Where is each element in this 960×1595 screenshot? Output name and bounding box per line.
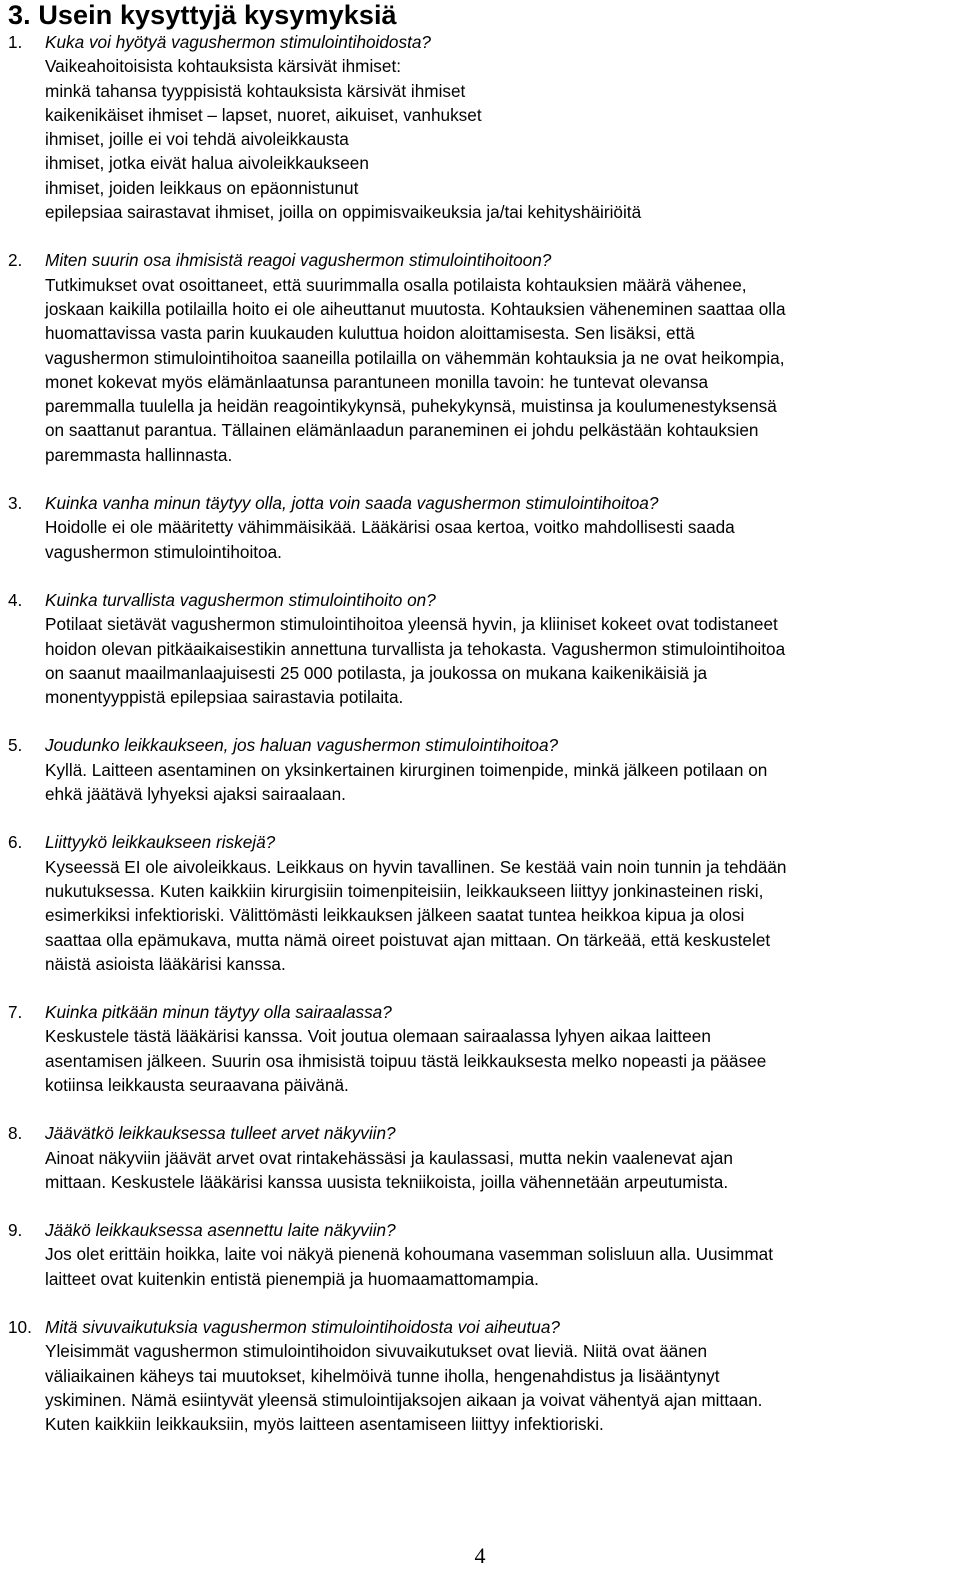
question-text: Kuinka vanha minun täytyy olla, jotta voin saada vagushermon stimulointihoitoa? [45, 493, 659, 514]
faq-item [8, 491, 958, 564]
question-number: 9. [8, 1220, 23, 1241]
faq-item [8, 1315, 958, 1436]
item-spacer [8, 224, 958, 248]
answer-line: kotiinsa leikkausta seuraavana päivänä. [45, 1074, 349, 1095]
answer-line: Ainoat näkyviin jäävät arvet ovat rintakehässäsi ja kaulassasi, mutta nekin vaalenevat ajan [45, 1147, 733, 1168]
faq-item [8, 1218, 958, 1291]
question-number: 10. [8, 1317, 32, 1338]
question-text: Kuinka pitkään minun täytyy olla sairaalassa? [45, 1002, 392, 1023]
faq-question [8, 30, 958, 54]
answer-line: Vaikeahoitoisista kohtauksista kärsivät ihmiset: [45, 56, 402, 77]
faq-item [8, 1121, 958, 1194]
answer-line: Tutkimukset ovat osoittaneet, että suurimmalla osalla potilaista kohtauksien määrä vähenee, [45, 274, 747, 295]
question-text: Mitä sivuvaikutuksia vagushermon stimulointihoidosta voi aiheutua? [45, 1317, 560, 1338]
item-spacer [8, 806, 958, 830]
answer-line: on saattanut parantua. Tällainen elämänlaadun paraneminen ei johdu pelkästään kohtauksien [45, 420, 759, 441]
question-number: 6. [8, 832, 23, 853]
question-number: 1. [8, 32, 23, 52]
question-text: Joudunko leikkaukseen, jos haluan vagushermon stimulointihoitoa? [45, 735, 559, 756]
question-text: Miten suurin osa ihmisistä reagoi vagushermon stimulointihoitoon? [45, 250, 552, 271]
answer-line: Kyllä. Laitteen asentaminen on yksinkertainen kirurginen toimenpide, minkä jälkeen potilaan on [45, 759, 768, 780]
faq-item [8, 248, 958, 467]
answer-line: väliaikainen käheys tai muutokset, kihelmöivä tunne iholla, hengenahdistus ja lisääntynyt [45, 1365, 720, 1386]
answer-line: ihmiset, joiden leikkaus on epäonnistunut [45, 177, 359, 198]
faq-question [8, 491, 958, 515]
page-title: 3. Usein kysyttyjä kysymyksiä [8, 0, 397, 30]
faq-item [8, 30, 958, 224]
answer-line: vagushermon stimulointihoitoa. [45, 541, 282, 562]
answer-line: laitteet ovat kuitenkin entistä pienempiä ja huomaamattomampia. [45, 1268, 539, 1289]
question-text: Kuinka turvallista vagushermon stimulointihoito on? [45, 589, 436, 610]
item-spacer [8, 976, 958, 1000]
faq-answer [8, 1146, 958, 1195]
faq-answer [8, 855, 958, 976]
question-text: Jääkö leikkauksessa asennettu laite näkyviin? [45, 1220, 396, 1241]
faq-item [8, 830, 958, 976]
answer-line: nukutuksessa. Kuten kaikkiin kirurgisiin toimenpiteisiin, leikkaukseen liittyy jonkinasteinen riski, [45, 880, 764, 901]
faq-answer [8, 515, 958, 564]
faq-question [8, 248, 958, 272]
faq-question [8, 733, 958, 757]
faq-question [8, 1121, 958, 1145]
item-spacer [8, 1097, 958, 1121]
item-spacer [8, 564, 958, 588]
answer-line: asentamisen jälkeen. Suurin osa ihmisistä toipuu tästä leikkauksesta melko nopeasti ja pääsee [45, 1050, 767, 1071]
question-text: Jäävätkö leikkauksessa tulleet arvet näkyviin? [45, 1123, 396, 1144]
item-spacer [8, 467, 958, 491]
faq-answer [8, 273, 958, 467]
faq-answer [8, 1242, 958, 1291]
answer-line: paremmasta hallinnasta. [45, 444, 233, 465]
item-spacer [8, 1291, 958, 1315]
faq-question [8, 588, 958, 612]
question-number: 8. [8, 1123, 23, 1144]
faq-item [8, 588, 958, 709]
faq-answer [8, 1024, 958, 1097]
answer-line: epilepsiaa sairastavat ihmiset, joilla on oppimisvaikeuksia ja/tai kehityshäiriöitä [45, 202, 642, 223]
faq-question [8, 1000, 958, 1024]
answer-line: Kuten kaikkiin leikkauksiin, myös laitteen asentamiseen liittyy infektioriski. [45, 1414, 604, 1435]
faq-answer [8, 1339, 958, 1436]
answer-line: joskaan kaikilla potilailla hoito ei ole aiheuttanut muutosta. Kohtauksien väheneminen saattaa olla [45, 298, 786, 319]
question-text: Liittyykö leikkaukseen riskejä? [45, 832, 276, 853]
faq-question [8, 1218, 958, 1242]
answer-line: yskiminen. Nämä esiintyvät yleensä stimulointijaksojen aikaan ja voivat vähentyä ajan mittaan. [45, 1389, 763, 1410]
faq-answer [8, 54, 958, 224]
answer-line: kaikenikäiset ihmiset – lapset, nuoret, aikuiset, vanhukset [45, 104, 482, 125]
answer-line: Kyseessä EI ole aivoleikkaus. Leikkaus on hyvin tavallinen. Se kestää vain noin tunnin ja tehdään [45, 856, 787, 877]
answer-line: huomattavissa vasta parin kuukauden kuluttua hoidon aloittamisesta. Sen lisäksi, että [45, 323, 695, 344]
answer-line: hoidon olevan pitkäaikaisestikin annettuna turvallista ja tehokasta. Vagushermon stimulointihoitoa [45, 638, 786, 659]
answer-line: esimerkiksi infektioriski. Välittömästi leikkauksen jälkeen saatat tuntea heikkoa kipua ja olosi [45, 905, 745, 926]
question-number: 2. [8, 250, 23, 271]
faq-list [8, 30, 958, 1437]
answer-line: näistä asioista lääkärisi kanssa. [45, 953, 286, 974]
item-spacer [8, 709, 958, 733]
answer-line: ihmiset, jotka eivät halua aivoleikkaukseen [45, 153, 369, 174]
question-number: 5. [8, 735, 23, 756]
answer-line: Keskustele tästä lääkärisi kanssa. Voit joutua olemaan sairaalassa lyhyen aikaa laitteen [45, 1026, 711, 1047]
question-number: 3. [8, 493, 23, 514]
faq-question [8, 830, 958, 854]
answer-line: ihmiset, joille ei voi tehdä aivoleikkausta [45, 129, 349, 150]
faq-item [8, 733, 958, 806]
faq-question [8, 1315, 958, 1339]
answer-line: on saanut maailmanlaajuisesti 25 000 potilasta, ja joukossa on mukana kaikenikäisiä ja [45, 662, 708, 683]
answer-line: saattaa olla epämukava, mutta nämä oireet poistuvat ajan mittaan. On tärkeää, että keskustelet [45, 929, 771, 950]
question-text: Kuka voi hyötyä vagushermon stimulointihoidosta? [45, 32, 431, 52]
question-number: 4. [8, 589, 23, 610]
question-number: 7. [8, 1002, 23, 1023]
page-number: 4 [474, 1543, 486, 1568]
answer-line: ehkä jäätävä lyhyeksi ajaksi sairaalaan. [45, 784, 346, 805]
answer-line: Potilaat sietävät vagushermon stimulointihoitoa yleensä hyvin, ja kliiniset kokeet ovat todistaneet [45, 614, 778, 635]
faq-answer [8, 612, 958, 709]
item-spacer [8, 1194, 958, 1218]
answer-line: minkä tahansa tyyppisistä kohtauksista kärsivät ihmiset [45, 80, 466, 101]
answer-line: monet kokevat myös elämänlaatunsa parantuneen monilla tavoin: he tuntevat olevansa [45, 371, 709, 392]
answer-line: mittaan. Keskustele lääkärisi kanssa uusista tekniikoista, joilla vähennetään arpeutumista. [45, 1171, 729, 1192]
answer-line: vagushermon stimulointihoitoa saaneilla potilailla on vähemmän kohtauksia ja ne ovat heikompia, [45, 347, 785, 368]
faq-answer [8, 758, 958, 807]
answer-line: Yleisimmät vagushermon stimulointihoidon sivuvaikutukset ovat lieviä. Niitä ovat äänen [45, 1341, 708, 1362]
answer-line: Jos olet erittäin hoikka, laite voi näkyä pienenä kohoumana vasemman solisluun alla. Uusimmat [45, 1244, 773, 1265]
faq-item [8, 1000, 958, 1097]
answer-line: monentyyppistä epilepsiaa sairastavia potilaita. [45, 687, 404, 708]
answer-line: Hoidolle ei ole määritetty vähimmäisikää. Lääkärisi osaa kertoa, voitko mahdollisesti saada [45, 517, 735, 538]
answer-line: paremmalla tuulella ja heidän reagointikykynsä, puhekykynsä, muistinsa ja koulumenestyksensä [45, 396, 777, 417]
